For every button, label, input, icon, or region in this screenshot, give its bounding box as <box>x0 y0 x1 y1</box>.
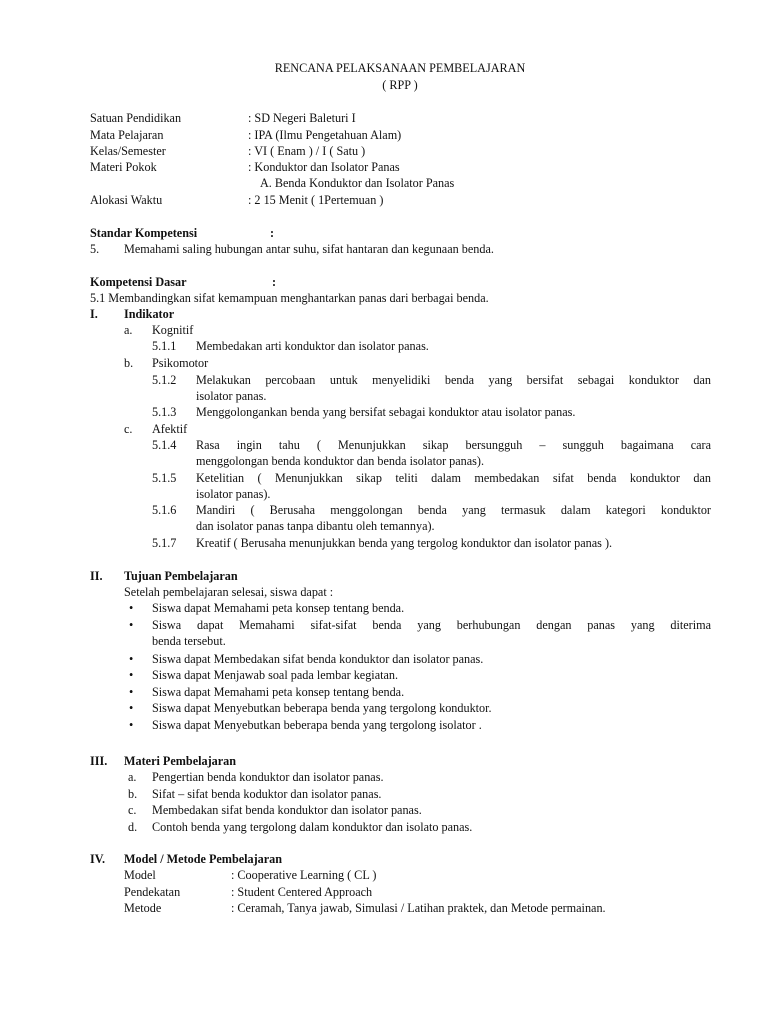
tujuan-text: Siswa dapat Membedakan sifat benda konduktor dan isolator panas. <box>152 652 484 666</box>
identity-value: : Konduktor dan Isolator Panas <box>248 160 400 174</box>
indikator-number: 5.1.4 <box>152 438 177 452</box>
indikator-text: Ketelitian ( Menunjukkan sikap teliti dalam membedakan sifat benda konduktor dan <box>196 471 711 485</box>
materi-text: Sifat – sifat benda koduktor dan isolator panas. <box>152 787 382 801</box>
identity-value: : VI ( Enam ) / I ( Satu ) <box>248 144 366 158</box>
metode-label: Model <box>124 868 156 882</box>
indikator-number: 5.1.1 <box>152 339 177 353</box>
indikator-text: menggolongan benda konduktor dan benda isolator panas). <box>196 454 485 469</box>
standar-number: 5. <box>90 242 100 256</box>
indikator-group-label: Kognitif <box>152 323 194 337</box>
identity-value: : 2 15 Menit ( 1Pertemuan ) <box>248 193 384 207</box>
indikator-number: 5.1.5 <box>152 471 177 485</box>
identity-label: Alokasi Waktu <box>90 193 163 207</box>
section-heading: Indikator <box>124 307 175 321</box>
indikator-text: isolator panas). <box>196 487 271 502</box>
tujuan-intro: Setelah pembelajaran selesai, siswa dapat : <box>124 585 334 599</box>
section-heading: Materi Pembelajaran <box>124 754 237 768</box>
section-number: II. <box>90 569 103 583</box>
identity-value: A. Benda Konduktor dan Isolator Panas <box>260 176 455 190</box>
metode-label: Metode <box>124 901 162 915</box>
indikator-text: Menggolongankan benda yang bersifat sebagai konduktor atau isolator panas. <box>196 405 576 419</box>
indikator-group-letter: b. <box>124 356 134 370</box>
bullet-icon: • <box>129 618 134 632</box>
indikator-group-label: Psikomotor <box>152 356 209 370</box>
indikator-text: Rasa ingin tahu ( Menunjukkan sikap bersungguh – sungguh bagaimana cara <box>196 438 711 452</box>
indikator-number: 5.1.6 <box>152 503 177 517</box>
standar-text: Memahami saling hubungan antar suhu, sifat hantaran dan kegunaan benda. <box>124 242 494 256</box>
indikator-number: 5.1.7 <box>152 536 177 550</box>
metode-value: : Cooperative Learning ( CL ) <box>231 868 377 882</box>
section-number: I. <box>90 307 98 321</box>
section-number: IV. <box>90 852 106 866</box>
indikator-text: Membedakan arti konduktor dan isolator panas. <box>196 339 429 353</box>
indikator-group-label: Afektif <box>152 422 188 436</box>
materi-text: Membedakan sifat benda konduktor dan isolator panas. <box>152 803 422 817</box>
indikator-group-letter: a. <box>124 323 133 337</box>
standar-heading: Standar Kompetensi <box>90 226 198 240</box>
identity-label: Materi Pokok <box>90 160 157 174</box>
tujuan-text: Siswa dapat Memahami peta konsep tentang benda. <box>152 685 405 699</box>
section-heading: Tujuan Pembelajaran <box>124 569 238 583</box>
kompetensi-text: 5.1 Membandingkan sifat kemampuan menghantarkan panas dari berbagai benda. <box>90 291 489 305</box>
document-title: RENCANA PELAKSANAAN PEMBELAJARAN <box>274 61 526 75</box>
standar-colon: : <box>270 226 275 240</box>
indikator-text: Mandiri ( Berusaha menggolongan benda yang termasuk dalam kategori konduktor <box>196 503 711 517</box>
metode-label: Pendekatan <box>124 885 181 899</box>
materi-letter: d. <box>128 820 138 834</box>
identity-value: : SD Negeri Baleturi I <box>248 111 356 125</box>
tujuan-text: Siswa dapat Menyebutkan beberapa benda yang tergolong konduktor. <box>152 701 492 715</box>
tujuan-text: Siswa dapat Memahami peta konsep tentang benda. <box>152 601 405 615</box>
identity-label: Satuan Pendidikan <box>90 111 182 125</box>
metode-value: : Ceramah, Tanya jawab, Simulasi / Latihan praktek, dan Metode permainan. <box>231 901 606 915</box>
bullet-icon: • <box>129 652 134 666</box>
indikator-text: dan isolator panas tanpa dibantu oleh temannya). <box>196 519 435 534</box>
materi-letter: c. <box>128 803 137 817</box>
bullet-icon: • <box>129 601 134 615</box>
indikator-number: 5.1.2 <box>152 373 177 387</box>
materi-letter: b. <box>128 787 138 801</box>
kompetensi-colon: : <box>272 275 277 289</box>
materi-text: Pengertian benda konduktor dan isolator panas. <box>152 770 384 784</box>
tujuan-text: Siswa dapat Memahami sifat-sifat benda yang berhubungan dengan panas yang diterima <box>152 618 711 632</box>
kompetensi-heading: Kompetensi Dasar <box>90 275 187 289</box>
indikator-text: Melakukan percobaan untuk menyelidiki benda yang bersifat sebagai konduktor dan <box>196 373 711 387</box>
bullet-icon: • <box>129 718 134 732</box>
tujuan-text: Siswa dapat Menyebutkan beberapa benda yang tergolong isolator . <box>152 718 482 732</box>
bullet-icon: • <box>129 685 134 699</box>
materi-text: Contoh benda yang tergolong dalam konduktor dan isolato panas. <box>152 820 473 834</box>
indikator-text: Kreatif ( Berusaha menunjukkan benda yang tergolog konduktor dan isolator panas ). <box>196 536 613 550</box>
document-subtitle: ( RPP ) <box>382 78 418 92</box>
identity-value: : IPA (Ilmu Pengetahuan Alam) <box>248 128 402 142</box>
section-number: III. <box>90 754 108 768</box>
tujuan-text: benda tersebut. <box>152 634 226 649</box>
identity-label: Kelas/Semester <box>90 144 166 158</box>
identity-label: Mata Pelajaran <box>90 128 164 142</box>
materi-letter: a. <box>128 770 137 784</box>
bullet-icon: • <box>129 668 134 682</box>
tujuan-text: Siswa dapat Menjawab soal pada lembar kegiatan. <box>152 668 399 682</box>
section-heading: Model / Metode Pembelajaran <box>124 852 283 866</box>
indikator-number: 5.1.3 <box>152 405 177 419</box>
indikator-text: isolator panas. <box>196 389 267 404</box>
bullet-icon: • <box>129 701 134 715</box>
metode-value: : Student Centered Approach <box>231 885 373 899</box>
indikator-group-letter: c. <box>124 422 133 436</box>
